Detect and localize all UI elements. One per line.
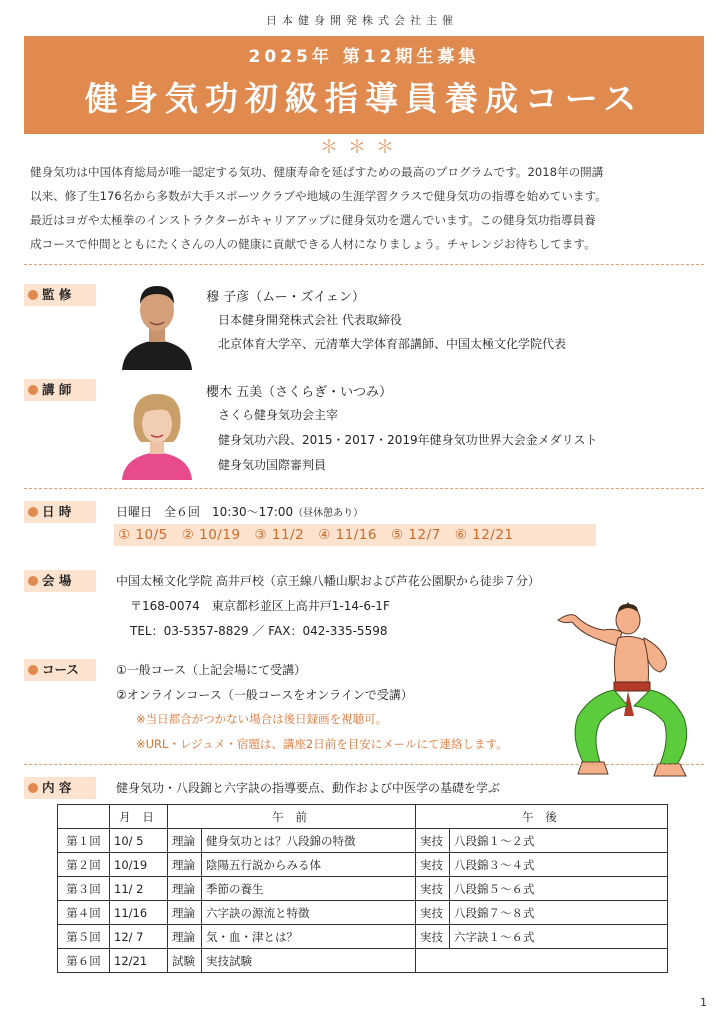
afternoon-topic: 八段錦３～４式 [450,853,668,877]
session-number: 第６回 [58,949,110,973]
afternoon-type: 実技 [416,877,450,901]
afternoon-type: 実技 [416,853,450,877]
bullet-dot-icon [28,783,38,793]
table-header-row [58,805,668,829]
header-banner [24,36,704,134]
table-row [58,901,668,925]
organizer-line: 日本健身開発株式会社主催 [266,14,458,27]
table-row [58,829,668,853]
banner-subtitle: 2025年 第12期生募集 [248,47,480,67]
intro-line: 健身気功は中国体育総局が唯一認定する気功、健康寿命を延ばすための最高のプログラムです。2018年の開講 [30,165,604,179]
instructor-photo [118,384,196,480]
morning-topic: 健身気功とは？八段錦の特徴 [202,829,416,853]
instructor-affiliation: さくら健身気功会主宰 [218,408,339,422]
bullet-dot-icon [28,665,38,675]
page-number: 1 [700,996,707,1009]
venue-contact: TEL：03-5357-8829 ／ FAX：042-335-5598 [130,624,388,638]
afternoon-type: 実技 [416,925,450,949]
session-date: 10/19 [110,853,168,877]
table-row [58,853,668,877]
bullet-dot-icon [28,507,38,517]
supervisor-label: 監 修 [24,284,96,306]
afternoon-type: 実技 [416,829,450,853]
session-number: 第３回 [58,877,110,901]
venue-address: 〒168-0074 東京都杉並区上高井戸1-14-6-1F [130,599,390,613]
banner-title: 健身気功初級指導員養成コース [84,79,644,118]
supervisor-background: 北京体育大学卒、元清華大学体育部講師、中国太極文化学院代表 [218,337,567,351]
course-label: コース [24,659,96,681]
session-date: 11/16 [110,901,168,925]
afternoon-topic: 八段錦１～２式 [450,829,668,853]
bullet-dot-icon [28,385,38,395]
afternoon-type: 実技 [416,901,450,925]
course-note-email: ※URL・レジュメ・宿題は、講座2日前を目安にメールにて連絡します。 [136,737,508,751]
session-number: 第４回 [58,901,110,925]
morning-topic: 陰陽五行説からみる体 [202,853,416,877]
section-divider [24,488,704,489]
intro-paragraph [30,160,702,256]
course-note-recording: ※当日都合がつかない場合は後日録画を視聴可。 [136,712,388,726]
header-morning: 午 前 [168,805,416,829]
morning-topic: 気・血・津とは？ [202,925,416,949]
supervisor-title: 日本健身開発株式会社 代表取締役 [218,313,402,327]
instructor-name: 櫻木 五美（さくらぎ・いつみ） [206,385,393,400]
intro-line: 最近はヨガや太極拳のインストラクターがキャリアアップに健身気功を選んでいます。この健身気功指導員養 [30,213,596,227]
intro-line: 以来、修了生176名から多数が大手スポーツクラブや地域の生涯学習クラスで健身気功の指導を始めています。 [30,189,607,203]
morning-type: 理論 [168,877,202,901]
morning-topic: 実技試験 [202,949,416,973]
morning-topic: 季節の養生 [202,877,416,901]
afternoon-topic: 八段錦７～８式 [450,901,668,925]
content-label: 内 容 [24,777,96,799]
session-date: 11/ 2 [110,877,168,901]
table-row [58,925,668,949]
bullet-dot-icon [28,290,38,300]
schedule-line: 日曜日 全６回 10:30～17:00（昼休憩あり） [116,505,364,519]
morning-type: 理論 [168,829,202,853]
course-option-general: ①一般コース（上記会場にて受講） [116,663,307,677]
intro-line: 成コースで仲間とともにたくさんの人の健康に貢献できる人材になりましょう。チャレンジお待ちしてます。 [30,237,596,251]
afternoon-empty [416,949,668,973]
curriculum-table [57,804,668,973]
instructor-role: 健身気功国際審判員 [218,458,327,472]
course-option-online: ②オンラインコース（一般コースをオンラインで受講） [116,688,413,702]
session-number: 第１回 [58,829,110,853]
session-date: 10/ 5 [110,829,168,853]
supervisor-photo [118,274,196,370]
section-divider [24,764,704,765]
schedule-label: 日 時 [24,501,96,523]
venue-label: 会 場 [24,570,96,592]
session-date: 12/21 [110,949,168,973]
afternoon-topic: 六字訣１～６式 [450,925,668,949]
session-number: 第２回 [58,853,110,877]
morning-type: 試験 [168,949,202,973]
table-row [58,877,668,901]
afternoon-topic: 八段錦５～６式 [450,877,668,901]
morning-topic: 六字訣の源流と特徴 [202,901,416,925]
header-date: 月 日 [110,805,168,829]
venue-name: 中国太極文化学院 高井戸校（京王線八幡山駅および芦花公園駅から徒歩７分） [116,574,540,588]
header-afternoon: 午 後 [416,805,668,829]
morning-type: 理論 [168,901,202,925]
content-summary: 健身気功・八段錦と六字訣の指導要点、動作および中医学の基礎を学ぶ [116,781,501,795]
star-divider: ＊＊＊ [320,137,404,158]
session-number: 第５回 [58,925,110,949]
instructor-label: 講 師 [24,379,96,401]
header-session [58,805,110,829]
morning-type: 理論 [168,925,202,949]
table-row [58,949,668,973]
bullet-dot-icon [28,576,38,586]
supervisor-name: 穆 子彦（ムー・ズイェン） [206,290,365,305]
morning-type: 理論 [168,853,202,877]
session-dates: ① 10/5 ② 10/19 ③ 11/2 ④ 11/16 ⑤ 12/7 ⑥ 12/21 [114,524,596,546]
qigong-figure-illustration [548,598,698,782]
section-divider [24,264,704,265]
session-date: 12/ 7 [110,925,168,949]
instructor-achievement: 健身気功六段、2015・2017・2019年健身気功世界大会金メダリスト [218,433,598,447]
schedule-note: （昼休憩あり） [293,508,364,519]
